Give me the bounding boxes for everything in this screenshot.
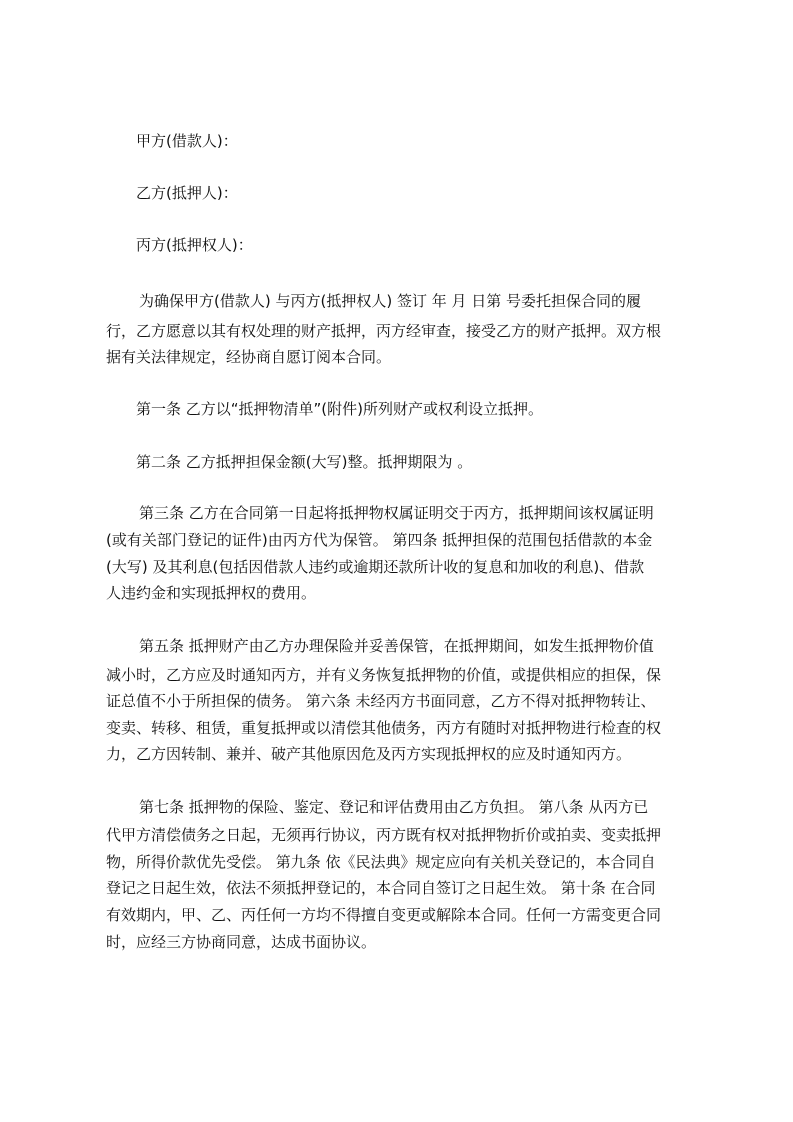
paragraph-line: 代甲方清偿债务之日起，无须再行协议，丙方既有权对抵押物折价或拍卖、变卖抵押 xyxy=(106,826,662,844)
paragraph-line: 登记之日起生效，依法不须抵押登记的，本合同自签订之日起生效。 第十条 在合同 xyxy=(106,879,656,897)
paragraph-line: 物，所得价款优先受偿。 第九条 依《民法典》规定应向有关机关登记的，本合同自 xyxy=(106,853,656,871)
paragraph-line: 力，乙方因转制、兼并、破产其他原因危及丙方实现抵押权的应及时通知丙方。 xyxy=(106,745,632,763)
paragraph-line: 行，乙方愿意以其有权处理的财产抵押，丙方经审查，接受乙方的财产抵押。双方根 xyxy=(106,322,662,340)
paragraph-line: 为确保甲方(借款人) 与丙方(抵押权人) 签订 年 月 日第 号委托担保合同的履 xyxy=(139,292,642,310)
article-2: 第二条 乙方抵押担保金额(大写)整。抵押期限为 。 xyxy=(136,453,473,471)
paragraph-line: 有效期内，甲、乙、丙任何一方均不得擅自变更或解除本合同。任何一方需变更合同 xyxy=(106,906,662,924)
paragraph-line: 第三条 乙方在合同第一日起将抵押物权属证明交于丙方，抵押期间该权属证明 xyxy=(139,504,654,522)
paragraph-line: 时，应经三方协商同意，达成书面协议。 xyxy=(106,933,377,951)
party-c-line: 丙方(抵押权人)： xyxy=(136,236,253,254)
paragraph-line: (或有关部门登记的证件)由丙方代为保管。 第四条 抵押担保的范围包括借款的本金 xyxy=(106,531,653,549)
paragraph-line: 第五条 抵押财产由乙方办理保险并妥善保管，在抵押期间，如发生抵押物价值 xyxy=(139,637,654,655)
paragraph-line: 人违约金和实现抵押权的费用。 xyxy=(106,584,317,602)
paragraph-line: 第七条 抵押物的保险、鉴定、登记和评估费用由乙方负担。 第八条 从丙方已 xyxy=(139,798,649,816)
article-1: 第一条 乙方以“抵押物清单”(附件)所列财产或权利设立抵押。 xyxy=(136,400,544,418)
paragraph-line: 据有关法律规定，经协商自愿订阅本合同。 xyxy=(106,348,392,366)
party-a-line: 甲方(借款人)： xyxy=(136,132,238,150)
paragraph-line: 变卖、转移、租赁，重复抵押或以清偿其他债务，丙方有随时对抵押物进行检查的权 xyxy=(106,719,662,737)
paragraph-line: 证总值不小于所担保的债务。 第六条 未经丙方书面同意，乙方不得对抵押物转让、 xyxy=(106,692,656,710)
party-b-line: 乙方(抵押人)： xyxy=(136,184,238,202)
paragraph-line: (大写) 及其利息(包括因借款人违约或逾期还款所计收的复息和加收的利息)、借款 xyxy=(106,558,645,576)
paragraph-line: 减小时，乙方应及时通知丙方，并有义务恢复抵押物的价值，或提供相应的担保，保 xyxy=(106,666,662,684)
